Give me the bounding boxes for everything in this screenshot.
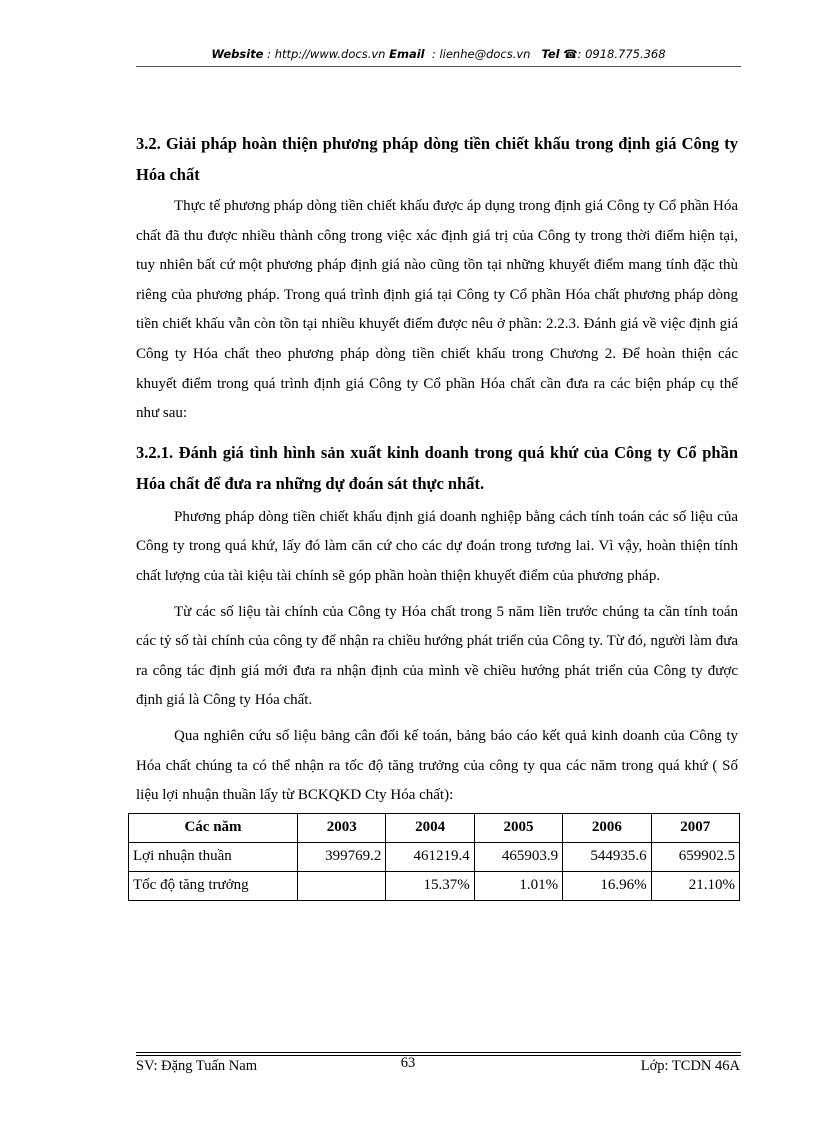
page-header: Website : http://www.docs.vn Email : lienhe@docs.vn Tel ☎: 0918.775.368 <box>211 47 666 61</box>
footer-student: SV: Đặng Tuấn Nam <box>136 1058 257 1074</box>
email-label: Email <box>389 47 425 61</box>
paragraph-intro: Thực tế phương pháp dòng tiền chiết khấu được áp dụng trong định giá Công ty Cổ phần Hóa chất đã thu được nhiều thành công trong việc xác định giá trị của Công ty trong thời điểm hiện tại, tuy nhiên bất cứ một phương pháp định giá nào cũng tồn tại những khuyết điểm mang tính đặc thù riêng của phương pháp. Trong quá trình định giá tại Công ty Cổ phần Hóa chất phương pháp dòng tiền chiết khấu vẫn còn tồn tại nhiều khuyết điểm được nêu ở phần: 2.2.3. Đánh giá về việc định giá Công ty Hóa chất theo phương pháp dòng tiền chiết khấu trong Chương 2. Để hoàn thiện các khuyết điểm trong quá trình định giá Công ty Cổ phần Hóa chất cần đưa ra các biện pháp cụ thể như sau: <box>136 198 738 422</box>
table-cell: 15.37% <box>386 871 474 900</box>
table-cell: 461219.4 <box>386 842 474 871</box>
table-cell: 399769.2 <box>298 842 386 871</box>
table-cell: 21.10% <box>651 871 739 900</box>
email-link[interactable]: lienhe@docs.vn <box>439 47 531 61</box>
table-cell: 544935.6 <box>563 842 651 871</box>
table-cell: 659902.5 <box>651 842 739 871</box>
table-header-cell: 2006 <box>563 813 651 842</box>
footer-class: Lớp: TCDN 46A <box>640 1058 740 1074</box>
table-cell: Lợi nhuận thuần <box>129 842 298 871</box>
paragraph-3: Qua nghiên cứu số liệu bảng cân đối kế toán, bảng báo cáo kết quả kinh doanh của Công ty Hóa chất chúng ta có thể nhận ra tốc độ tăng trưởng của công ty qua các năm trong quá khứ ( Số liệu lợi nhuận thuần lấy từ BCKQKD Cty Hóa chất): <box>136 727 738 804</box>
phone-icon: ☎ <box>563 47 578 61</box>
header-divider <box>136 66 741 67</box>
table-cell: 465903.9 <box>474 842 562 871</box>
website-label: Website <box>211 47 264 61</box>
table-cell: 16.96% <box>563 871 651 900</box>
section-heading-3-2: 3.2. Giải pháp hoàn thiện phương pháp dòng tiền chiết khấu trong định giá Công ty Hóa chất <box>136 134 738 184</box>
tel-value: 0918.775.368 <box>585 47 666 61</box>
table-header-row <box>129 813 740 842</box>
table-header-cell: 2005 <box>474 813 562 842</box>
tel-label: Tel <box>541 47 560 61</box>
paragraph-1: Phương pháp dòng tiền chiết khấu định giá doanh nghiệp bằng cách tính toán các số liệu của Công ty trong quá khứ, lấy đó làm căn cứ cho các dự đoán trong tương lai. Vì vậy, hoàn thiện tính chất lượng của tài kiệu tài chính sẽ góp phần hoàn thiện khuyết điểm của phương pháp. <box>136 508 738 584</box>
table-cell: Tốc độ tăng trưởng <box>129 871 298 900</box>
footer-divider <box>136 1052 741 1053</box>
document-body <box>133 128 738 901</box>
table-row <box>129 871 740 900</box>
table-header-cell: 2007 <box>651 813 739 842</box>
page-number: 63 <box>400 1055 416 1071</box>
table-cell <box>298 871 386 900</box>
table-header-cell: 2003 <box>298 813 386 842</box>
paragraph-2: Từ các số liệu tài chính của Công ty Hóa chất trong 5 năm liền trước chúng ta cần tính toán các tỷ số tài chính của công ty để nhận ra chiều hướng phát triển của Công ty. Từ đó, người làm đưa ra công tác định giá mới đưa ra nhận định của mình về chiều hướng phát triển của Công ty được định giá là Công ty Hóa chất. <box>136 603 738 709</box>
growth-table <box>128 813 740 901</box>
table-row <box>129 842 740 871</box>
table-header-cell: Các năm <box>129 813 298 842</box>
website-link[interactable]: http://www.docs.vn <box>274 47 386 61</box>
section-heading-3-2-1: 3.2.1. Đánh giá tình hình sản xuất kinh doanh trong quá khứ của Công ty Cổ phần Hóa chất để đưa ra những dự đoán sát thực nhất. <box>136 442 738 493</box>
table-cell: 1.01% <box>474 871 562 900</box>
table-header-cell: 2004 <box>386 813 474 842</box>
